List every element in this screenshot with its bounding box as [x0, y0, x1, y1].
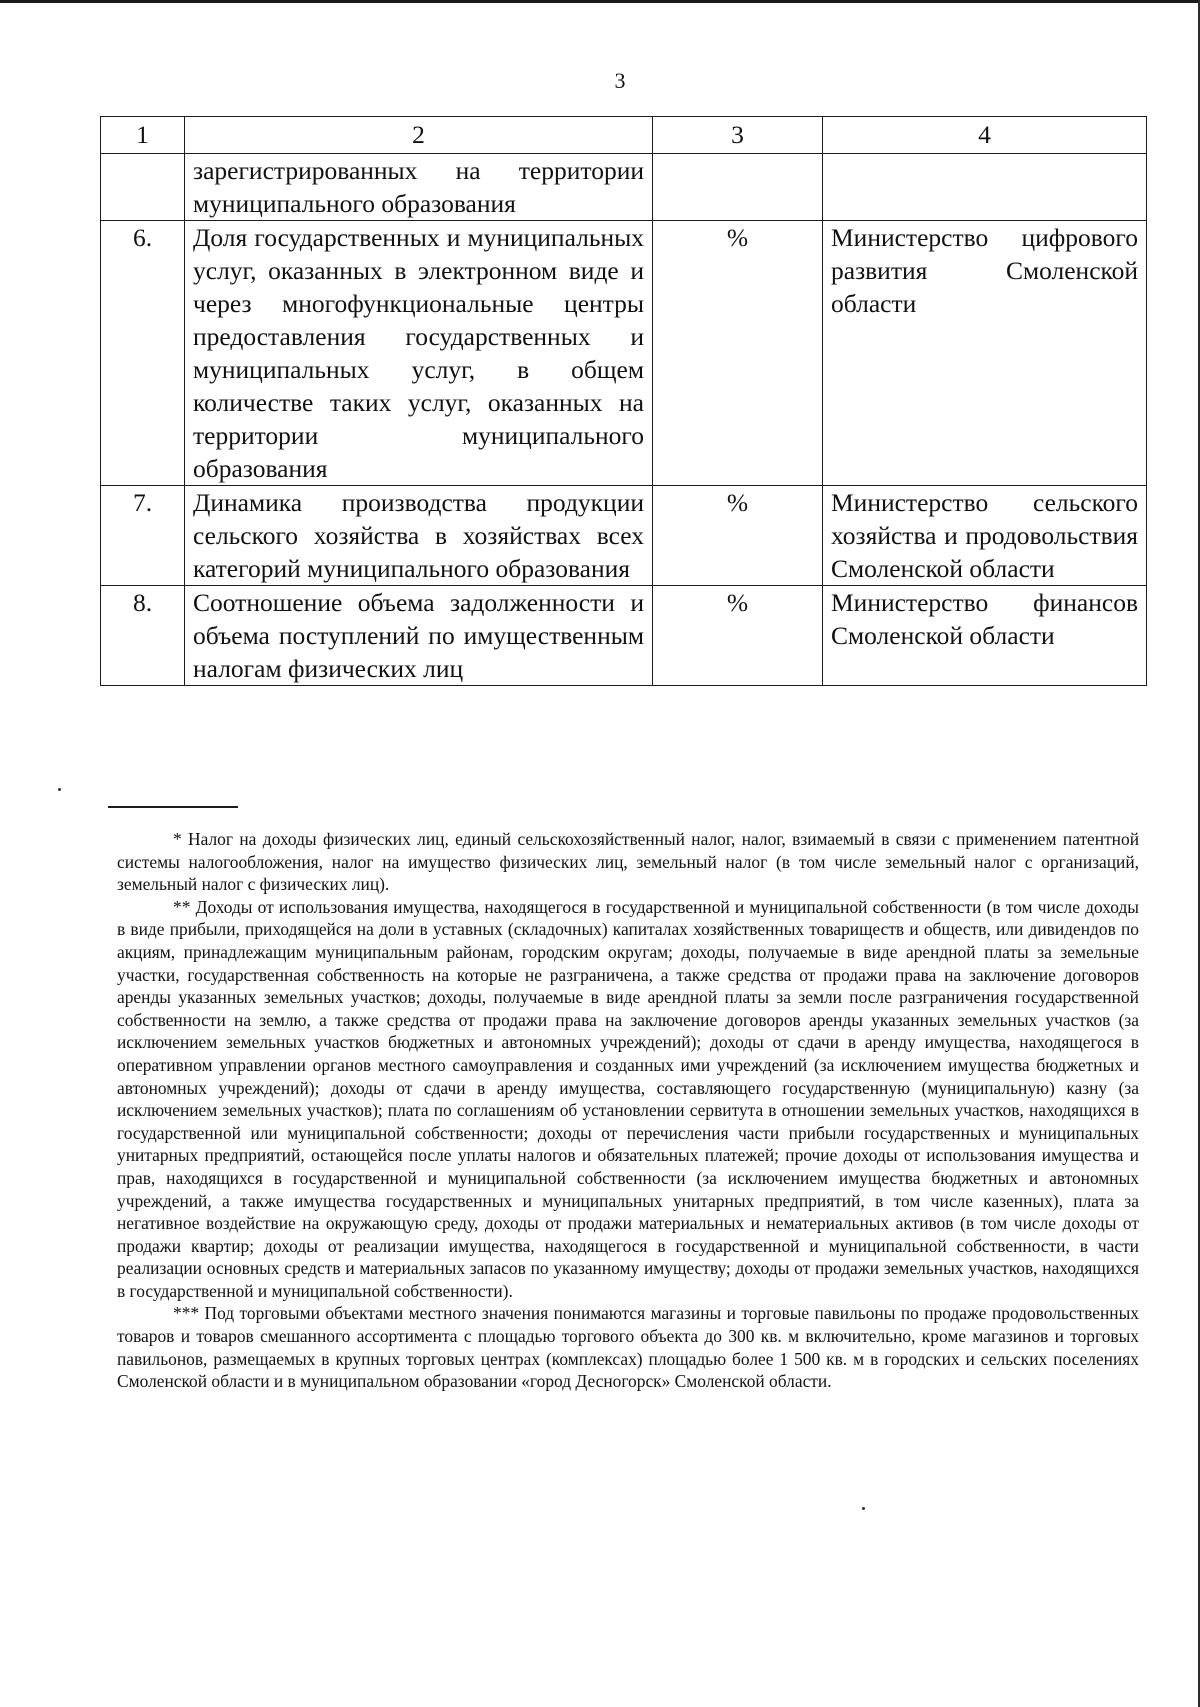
scan-speck [862, 1507, 865, 1510]
row-number: 6. [101, 221, 185, 486]
row-number: 7. [101, 486, 185, 586]
table-row [101, 586, 1147, 686]
indicator-description: Доля государственных и муниципальных услуг, оказанных в электронном виде и через многофункциональные центры предоставления государственных и муниципальных услуг, в общем количестве таких услуг, оказанных на территории муниципального образования [185, 221, 653, 486]
footnote-2: ** Доходы от использования имущества, находящегося в государственной и муниципальной собственности (в том числе доходы в виде прибыли, приходящейся на доли в уставных (складочных) капиталах хозяйственных товариществ и обществ, или дивидендов по акциям, принадлежащим муниципальным районам, городским округам; доходы, получаемые в виде арендной платы за земельные участки, государственная собственность на которые не разграничена, а также средства от продажи права на заключение договоров аренды указанных земельных участков; доходы, получаемые в виде арендной платы за земли после разграничения государственной собственности на землю, а также средства от продажи права на заключение договоров аренды указанных земельных участков (за исключением земельных участков бюджетных и автономных учреждений); доходы от сдачи в аренду имущества, находящегося в оперативном управлении органов местного самоуправления и созданных ими учреждений (за исключением имущества бюджетных и автономных учреждений); доходы от сдачи в аренду имущества, составляющего государственную (муниципальную) казну (за исключением земельных участков); плата по соглашениям об установлении сервитута в отношении земельных участков, находящихся в государственной или муниципальной собственности; доходы от перечисления части прибыли государственных и муниципальных унитарных предприятий, остающейся после уплаты налогов и обязательных платежей; прочие доходы от использования имущества и прав, находящихся в государственной и муниципальной собственности (за исключением имущества бюджетных и автономных учреждений, а также имущества государственных и муниципальных унитарных предприятий, в том числе казенных), плата за негативное воздействие на окружающую среду, доходы от продажи материальных и нематериальных активов (в том числе доходы от продажи квартир; доходы от реализации имущества, находящегося в государственной и муниципальной собственности, в части реализации основных средств и материальных запасов по указанному имуществу; доходы от продажи земельных участков, находящихся в государственной и муниципальной собственности). [117, 896, 1139, 1301]
indicator-description: Динамика производства продукции сельского хозяйства в хозяйствах всех категорий муниципального образования [185, 486, 653, 586]
footnote-separator [108, 806, 238, 808]
responsible-ministry [823, 154, 1147, 221]
table-header-row [101, 117, 1147, 154]
row-number [101, 154, 185, 221]
table-row [101, 154, 1147, 221]
scan-speck [58, 788, 61, 791]
header-col-3: 3 [653, 117, 823, 154]
unit-of-measure [653, 154, 823, 221]
header-col-2: 2 [185, 117, 653, 154]
responsible-ministry: Министерство финансов Смоленской области [823, 586, 1147, 686]
responsible-ministry: Министерство цифрового развития Смоленской области [823, 221, 1147, 486]
unit-of-measure: % [653, 221, 823, 486]
table-row [101, 221, 1147, 486]
page-number: 3 [614, 68, 626, 93]
unit-of-measure: % [653, 586, 823, 686]
header-col-4: 4 [823, 117, 1147, 154]
unit-of-measure: % [653, 486, 823, 586]
footnote-3: *** Под торговыми объектами местного значения понимаются магазины и торговые павильоны по продаже продовольственных товаров и товаров смешанного ассортимента с площадью торгового объекта до 300 кв. м включительно, кроме магазинов и торговых павильонов, размещаемых в крупных торговых центрах (комплексах) площадью более 1 500 кв. м в городских и сельских поселениях Смоленской области и в муниципальном образовании «город Десногорск» Смоленской области. [117, 1303, 1139, 1392]
responsible-ministry: Министерство сельского хозяйства и продовольствия Смоленской области [823, 486, 1147, 586]
footnotes [117, 828, 1139, 1393]
indicator-description: зарегистрированных на территории муниципального образования [185, 154, 653, 221]
indicators-table [100, 116, 1147, 686]
indicator-description: Соотношение объема задолженности и объема поступлений по имущественным налогам физических лиц [185, 586, 653, 686]
scan-border-top [0, 0, 1200, 3]
footnote-1: * Налог на доходы физических лиц, единый сельскохозяйственный налог, налог, взимаемый в связи с применением патентной системы налогообложения, налог на имущество физических лиц, земельный налог (в том числе земельный налог с организаций, земельный налог с физических лиц). [117, 829, 1139, 895]
row-number: 8. [101, 586, 185, 686]
header-col-1: 1 [101, 117, 185, 154]
table-row [101, 486, 1147, 586]
